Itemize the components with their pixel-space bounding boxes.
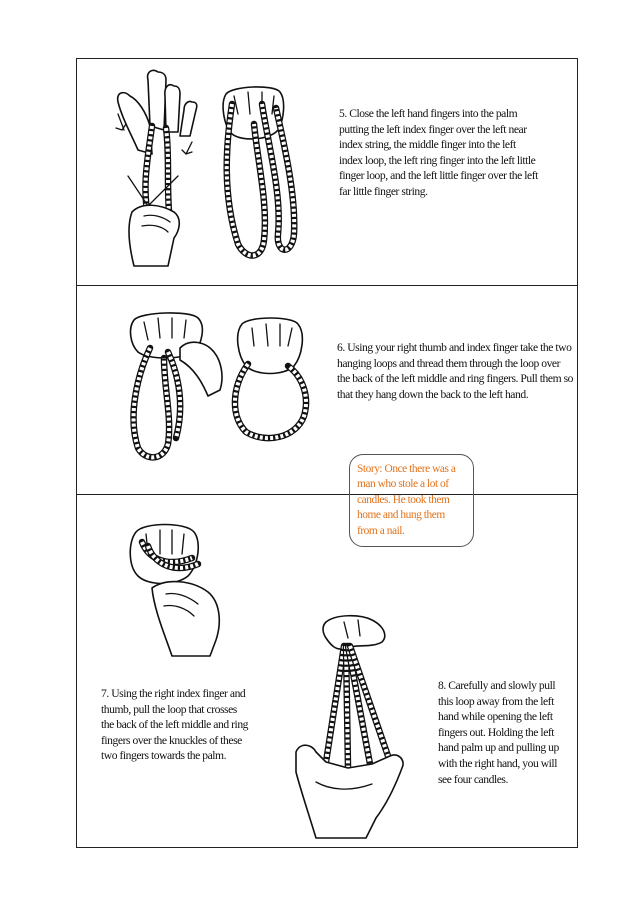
story-callout: Story: Once there was a man who stole a lot of candles. He took them home and hung them from a nail. [349,454,474,547]
panel-divider [77,285,577,286]
step6-threading-hands-icon [124,308,232,462]
step7-text: 7. Using the right index finger and thumb, pull the loop that crosses the back of the left middle and ring fingers over the knuckles of these two fingers towards the palm. [101,687,249,763]
step8-text: 8. Carefully and slowly pull this loop away from the left hand while opening the left fingers out. Holding the left hand palm up and pulling up with the right hand, you will see four candles. [438,679,559,786]
step5-fist-loops-icon [212,84,302,262]
step5-text: 5. Close the left hand fingers into the palm putting the left index finger over the left near index string, the middle finger into the left index loop, the left ring finger into the left little finger loop, and the left little finger over the left far little finger string. [339,107,538,198]
panel-divider [77,494,577,495]
step8-candles-hands-icon [286,612,410,838]
step6-text: 6. Using your right thumb and index finger take the two hanging loops and thread them through the loop over the back of the left middle and ring fingers. Pull them so that they hang down the back to the left hand. [337,341,573,401]
step6-fist-loop-icon [226,316,318,442]
step7-hands-icon [112,518,230,656]
step5-hands-icon [108,66,220,266]
